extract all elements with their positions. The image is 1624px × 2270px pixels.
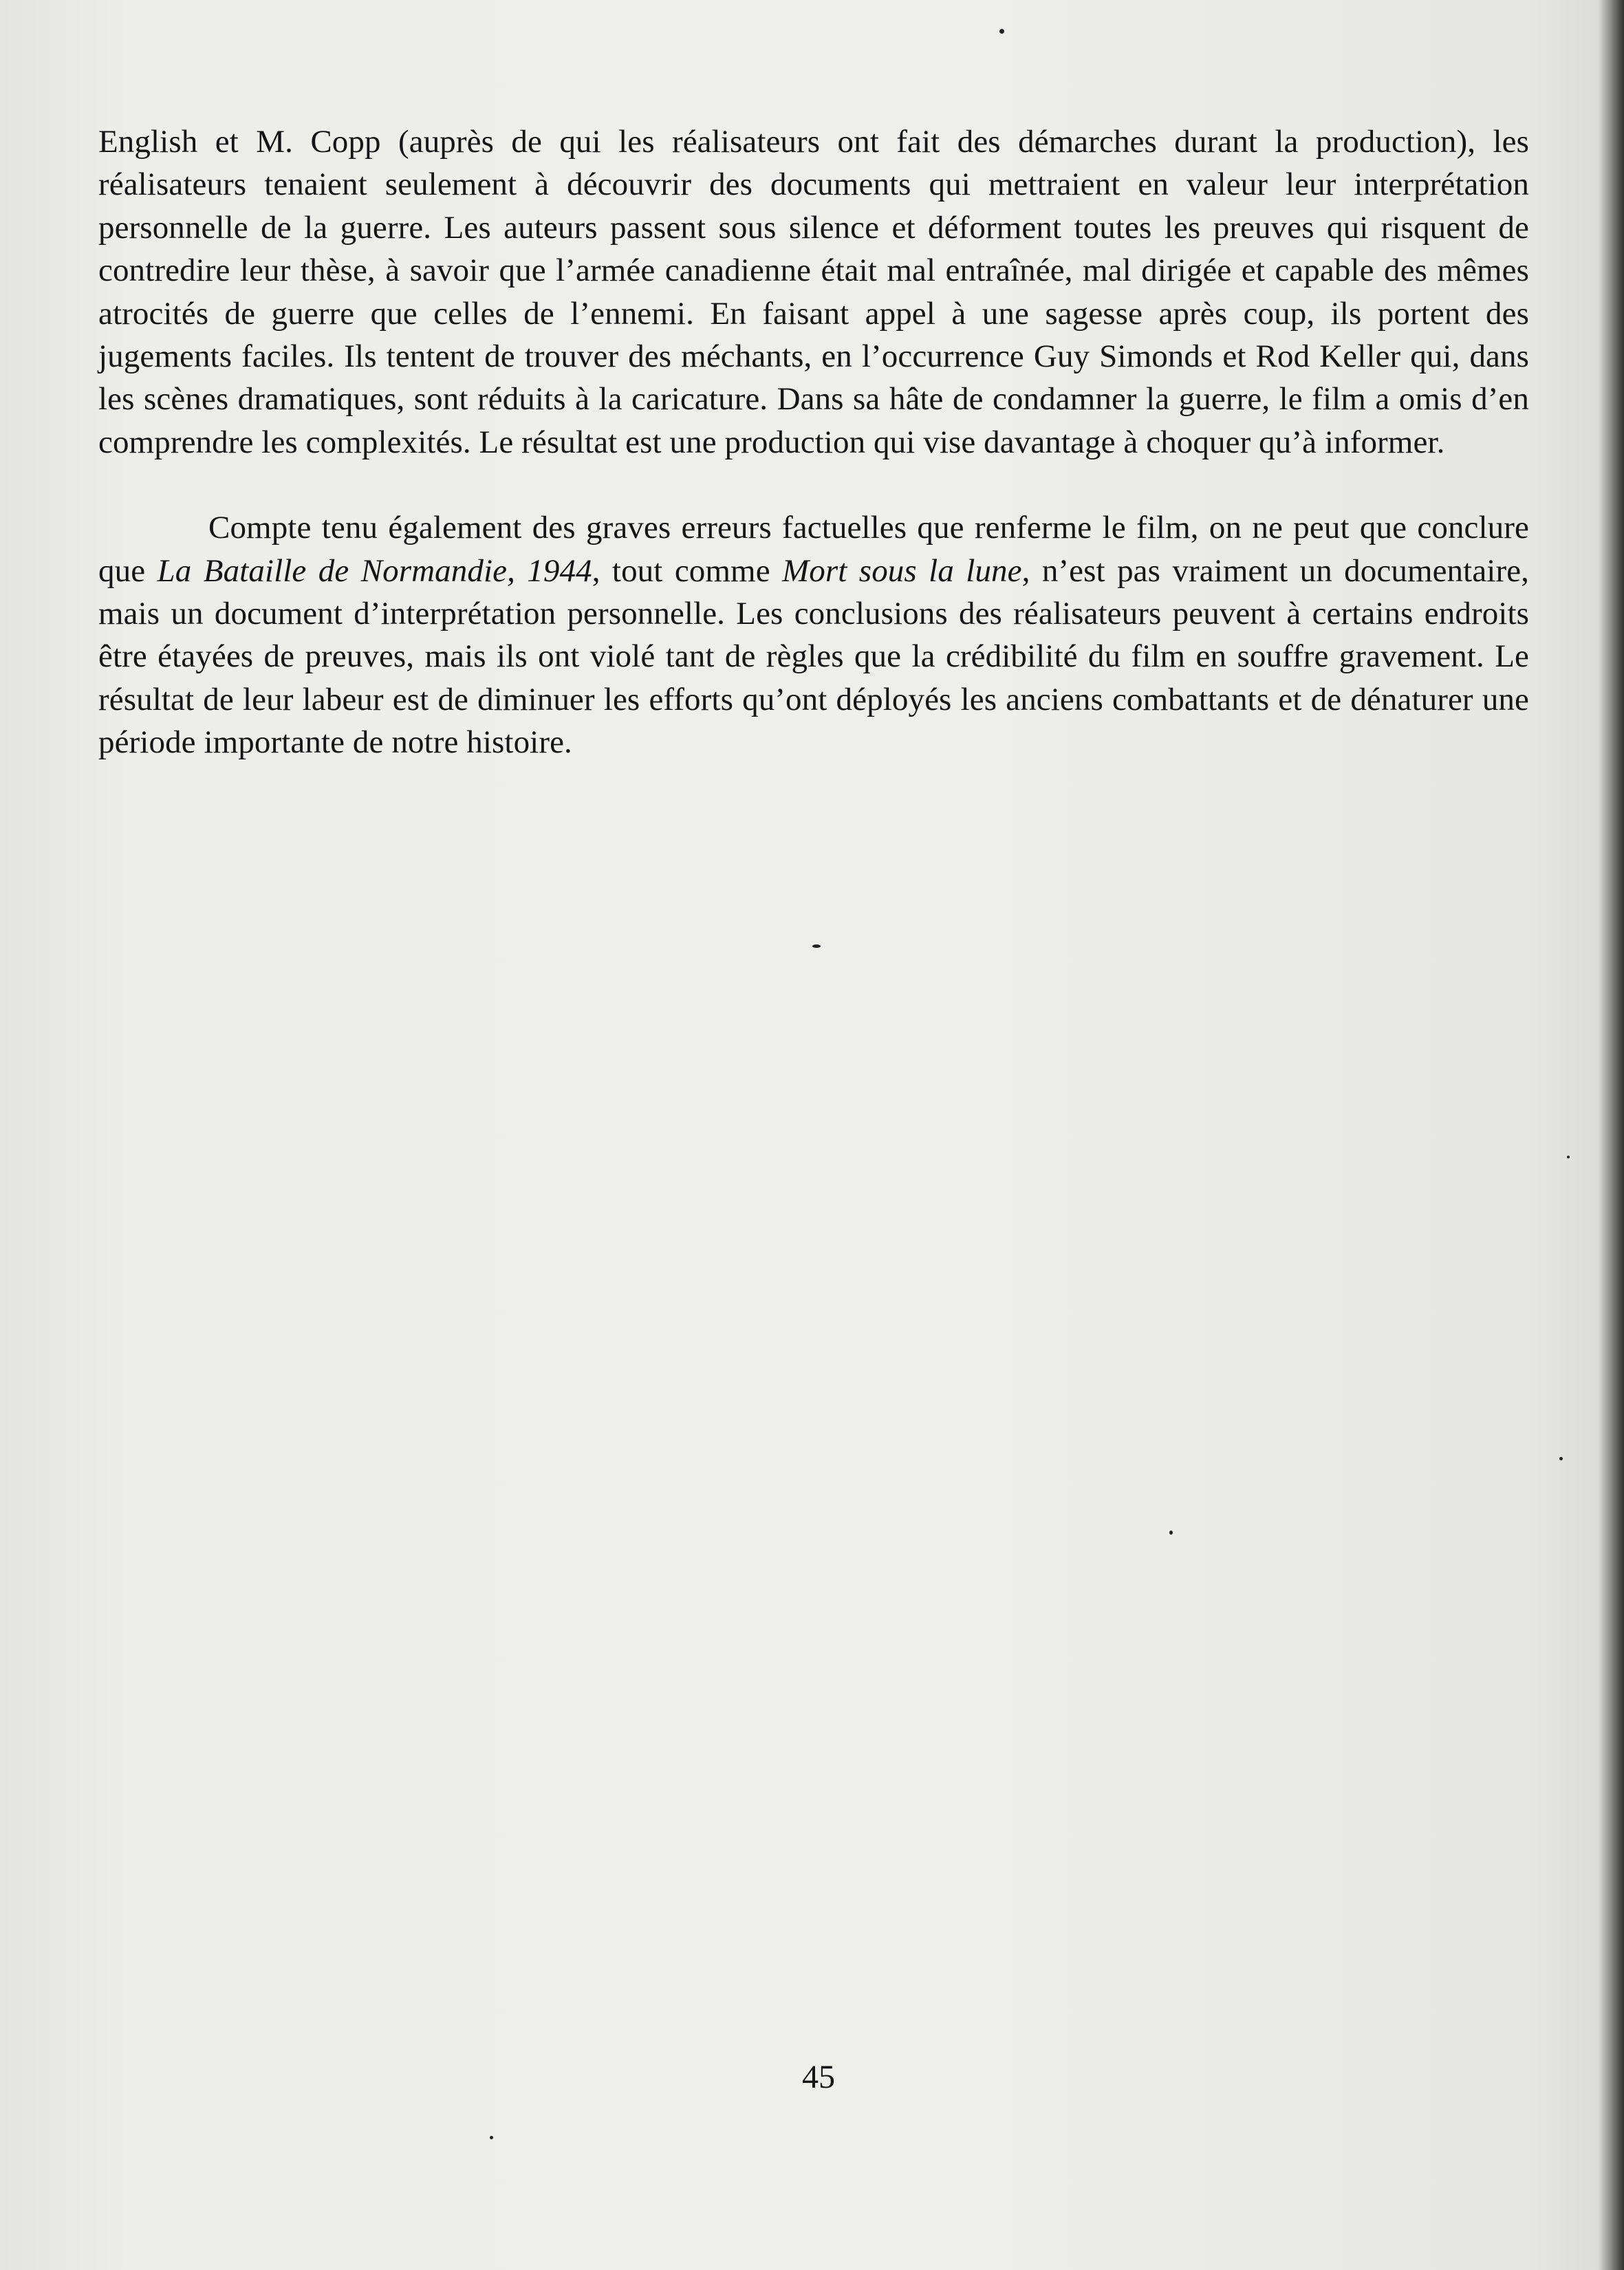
body-text — [98, 120, 1529, 764]
paragraph-2-text-b: , tout comme — [592, 552, 783, 589]
dust-speck — [1567, 1156, 1570, 1158]
dust-speck — [1169, 1531, 1173, 1535]
dust-speck — [999, 29, 1004, 34]
dust-speck — [490, 2136, 493, 2139]
paragraph-2 — [98, 506, 1529, 764]
dust-speck — [1559, 1457, 1563, 1460]
scan-edge-shadow — [1598, 0, 1624, 2270]
paragraph-1 — [98, 120, 1529, 464]
paragraph-1-text: English et M. Copp (auprès de qui les réalisateurs ont fait des démarches durant la production), les réalisateurs tenaient seulement à découvrir des documents qui mettraient en valeur leur interprétation personnelle de la guerre. Les auteurs passent sous silence et déforment toutes les preuves qui risquent de contredire leur thèse, à savoir que l’armée canadienne était mal entraînée, mal dirigée et capable des mêmes atrocités de guerre que celles de l’ennemi. En faisant appel à une sagesse après coup, ils portent des jugements faciles. Ils tentent de trouver des méchants, en l’occurrence Guy Simonds et Rod Keller qui, dans les scènes dramatiques, sont réduits à la caricature. Dans sa hâte de condamner la guerre, le film a omis d’en comprendre les complexités. Le résultat est une production qui vise davantage à choquer qu’à informer. — [98, 124, 1529, 460]
paragraph-2-text-a: Compte tenu également des graves erreurs factuelles que renferme le film, on ne peut que conclure que — [98, 510, 1529, 589]
film-title-bataille-de-normandie: La Bataille de Normandie, 1944 — [157, 552, 592, 589]
paragraph-2-text-c: , n’est pas vraiment un documentaire, mais un document d’interprétation personnelle. Les conclusions des réalisateurs peuvent à certains endroits être étayées de preuves, mais ils ont violé tant de règles que la crédibilité du film en souffre gravement. Le résultat de leur labeur est de diminuer les efforts qu’ont déployés les anciens combattants et de dénaturer une période importante de notre histoire. — [98, 552, 1529, 761]
page-number: 45 — [802, 2059, 835, 2095]
dust-speck — [812, 944, 821, 948]
film-title-mort-sous-la-lune: Mort sous la lune — [782, 552, 1022, 589]
